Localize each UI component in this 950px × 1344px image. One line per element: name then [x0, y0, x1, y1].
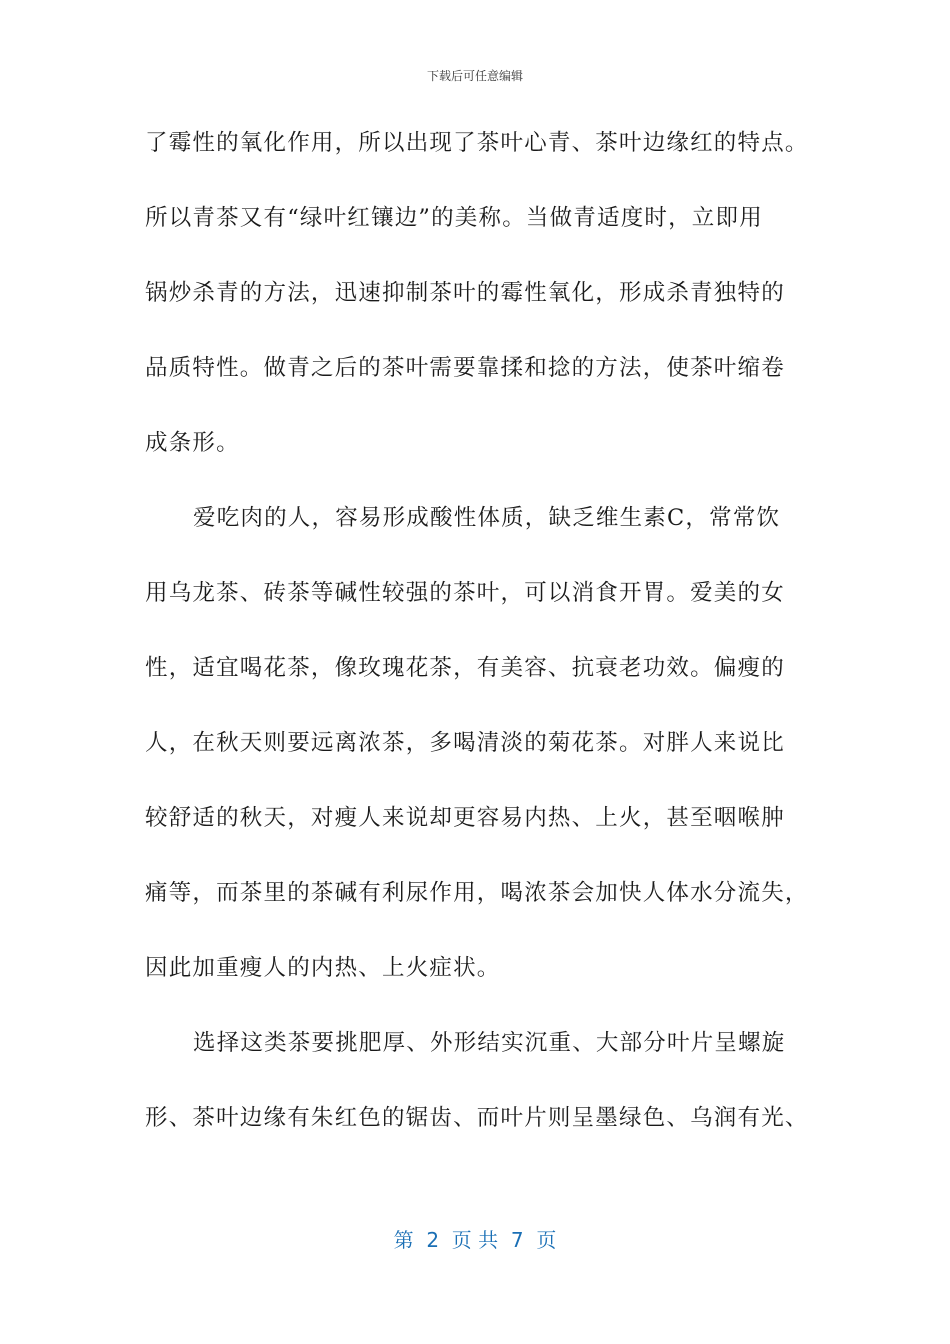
text-line: 较舒适的秋天，对瘦人来说却更容易内热、上火，甚至咽喉肿 — [145, 805, 785, 831]
text-line: 品质特性。做青之后的茶叶需要靠揉和捻的方法，使茶叶缩卷 — [145, 355, 785, 381]
text-line: 用乌龙茶、砖茶等碱性较强的茶叶，可以消食开胃。爱美的女 — [145, 580, 785, 606]
text-line: 成条形。 — [145, 430, 240, 456]
page-number-footer: 第 2 页 共 7 页 — [393, 1228, 557, 1252]
document-body — [145, 118, 825, 1168]
page-header-note: 下载后可任意编辑 — [426, 69, 523, 83]
text-line: 所以青茶又有“绿叶红镶边”的美称。当做青适度时，立即用 — [145, 205, 763, 231]
text-line: 形、茶叶边缘有朱红色的锯齿、而叶片则呈墨绿色、乌润有光、 — [145, 1105, 809, 1131]
text-line: 性，适宜喝花茶，像玫瑰花茶，有美容、抗衰老功效。偏瘦的 — [145, 655, 785, 681]
paragraph-start-line: 爱吃肉的人，容易形成酸性体质，缺乏维生素C，常常饮 — [193, 505, 781, 531]
text-line: 了霉性的氧化作用，所以出现了茶叶心青、茶叶边缘红的特点。 — [145, 130, 809, 156]
text-line: 锅炒杀青的方法，迅速抑制茶叶的霉性氧化，形成杀青独特的 — [145, 280, 785, 306]
text-line: 因此加重瘦人的内热、上火症状。 — [145, 955, 501, 981]
text-line: 痛等，而茶里的茶碱有利尿作用，喝浓茶会加快人体水分流失， — [145, 880, 809, 906]
paragraph-start-line: 选择这类茶要挑肥厚、外形结实沉重、大部分叶片呈螺旋 — [193, 1030, 786, 1056]
text-line: 人，在秋天则要远离浓茶，多喝清淡的菊花茶。对胖人来说比 — [145, 730, 785, 756]
